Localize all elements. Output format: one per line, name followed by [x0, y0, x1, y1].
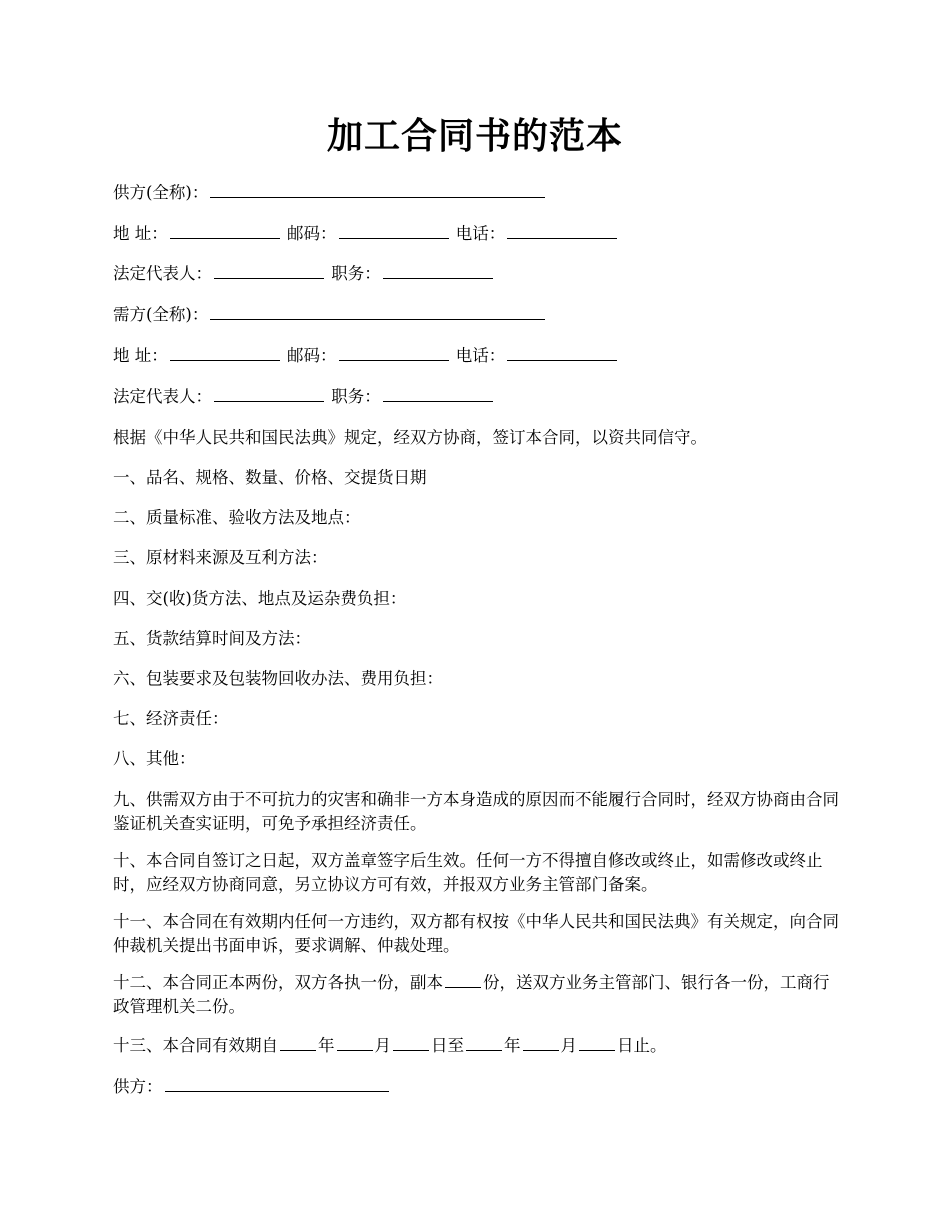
clause-10: 十、本合同自签订之日起，双方盖章签字后生效。任何一方不得擅自修改或终止，如需修改或终止时，应经双方协商同意，另立协议方可有效，并报双方业务主管部门备案。 [113, 851, 823, 894]
supplier-postcode-label: 邮码： [287, 224, 337, 243]
clause-12 [113, 971, 843, 1019]
start-day-label: 日至 [431, 1036, 464, 1055]
supplier-fullname-blank[interactable] [210, 181, 545, 198]
clause-3: 三、原材料来源及互利方法： [113, 548, 328, 567]
clause-13 [113, 1034, 843, 1058]
demander-postcode-blank[interactable] [339, 344, 449, 361]
end-year-label: 年 [504, 1036, 521, 1055]
demander-fullname-line [113, 303, 843, 327]
supplier-phone-blank[interactable] [507, 222, 617, 239]
clause-13-prefix: 十三、本合同有效期自 [113, 1036, 278, 1055]
supplier-fullname-label: 供方(全称)： [113, 183, 209, 202]
end-month-blank[interactable] [523, 1034, 559, 1051]
supplier-address-blank[interactable] [170, 222, 280, 239]
copies-blank[interactable] [445, 971, 481, 988]
clause-8: 八、其他： [113, 749, 196, 768]
clause-11: 十一、本合同在有效期内任何一方违约，双方都有权按《中华人民共和国民法典》有关规定，向合同仲裁机关提出书面申诉，要求调解、仲裁处理。 [113, 912, 839, 955]
supplier-sign-line [113, 1075, 843, 1099]
supplier-legal-rep-label: 法定代表人： [113, 264, 212, 283]
intro-paragraph: 根据《中华人民共和国民法典》规定，经双方协商，签订本合同，以资共同信守。 [113, 428, 707, 447]
demander-position-label: 职务： [331, 387, 381, 406]
supplier-address-label: 地 址： [113, 224, 168, 243]
clause-9: 九、供需双方由于不可抗力的灾害和确非一方本身造成的原因而不能履行合同时，经双方协商由合同鉴证机关查实证明，可免予承担经济责任。 [113, 790, 839, 833]
clause-7: 七、经济责任： [113, 709, 229, 728]
demander-legal-rep-label: 法定代表人： [113, 387, 212, 406]
demander-phone-label: 电话： [455, 346, 506, 365]
demander-contact-line [113, 344, 843, 368]
demander-fullname-blank[interactable] [210, 303, 545, 320]
demander-legal-rep-line [113, 385, 843, 409]
start-year-label: 年 [318, 1036, 335, 1055]
clause-5: 五、货款结算时间及方法： [113, 629, 311, 648]
demander-fullname-label: 需方(全称)： [113, 305, 209, 324]
start-year-blank[interactable] [280, 1034, 316, 1051]
demander-phone-blank[interactable] [507, 344, 617, 361]
demander-address-label: 地 址： [113, 346, 168, 365]
supplier-position-blank[interactable] [383, 262, 493, 279]
supplier-sign-blank[interactable] [165, 1075, 389, 1092]
document-title: 加工合同书的范本 [326, 115, 623, 157]
supplier-legal-rep-line [113, 262, 843, 286]
supplier-position-label: 职务： [331, 264, 381, 283]
supplier-contact-line [113, 222, 843, 246]
supplier-sign-label: 供方： [113, 1077, 163, 1096]
demander-legal-rep-blank[interactable] [214, 385, 324, 402]
supplier-phone-label: 电话： [455, 224, 506, 243]
supplier-legal-rep-blank[interactable] [214, 262, 324, 279]
supplier-postcode-blank[interactable] [339, 222, 449, 239]
end-day-label: 日止。 [617, 1036, 667, 1055]
clause-6: 六、包装要求及包装物回收办法、费用负担： [113, 669, 443, 688]
clause-4: 四、交(收)货方法、地点及运杂费负担： [113, 589, 407, 608]
start-day-blank[interactable] [393, 1034, 429, 1051]
clause-2: 二、质量标准、验收方法及地点： [113, 508, 361, 527]
supplier-fullname-line [113, 181, 843, 205]
clause-12-part2: 份，送双方业务主管部门、银行各一份，工商行政管理机关二份。 [113, 973, 830, 1016]
end-day-blank[interactable] [579, 1034, 615, 1051]
demander-address-blank[interactable] [170, 344, 280, 361]
clause-1: 一、品名、规格、数量、价格、交提货日期 [113, 468, 427, 487]
end-month-label: 月 [560, 1036, 577, 1055]
start-month-blank[interactable] [337, 1034, 373, 1051]
end-year-blank[interactable] [466, 1034, 502, 1051]
demander-position-blank[interactable] [383, 385, 493, 402]
demander-postcode-label: 邮码： [287, 346, 337, 365]
start-month-label: 月 [374, 1036, 391, 1055]
clause-12-part1: 十二、本合同正本两份，双方各执一份，副本 [113, 973, 443, 992]
